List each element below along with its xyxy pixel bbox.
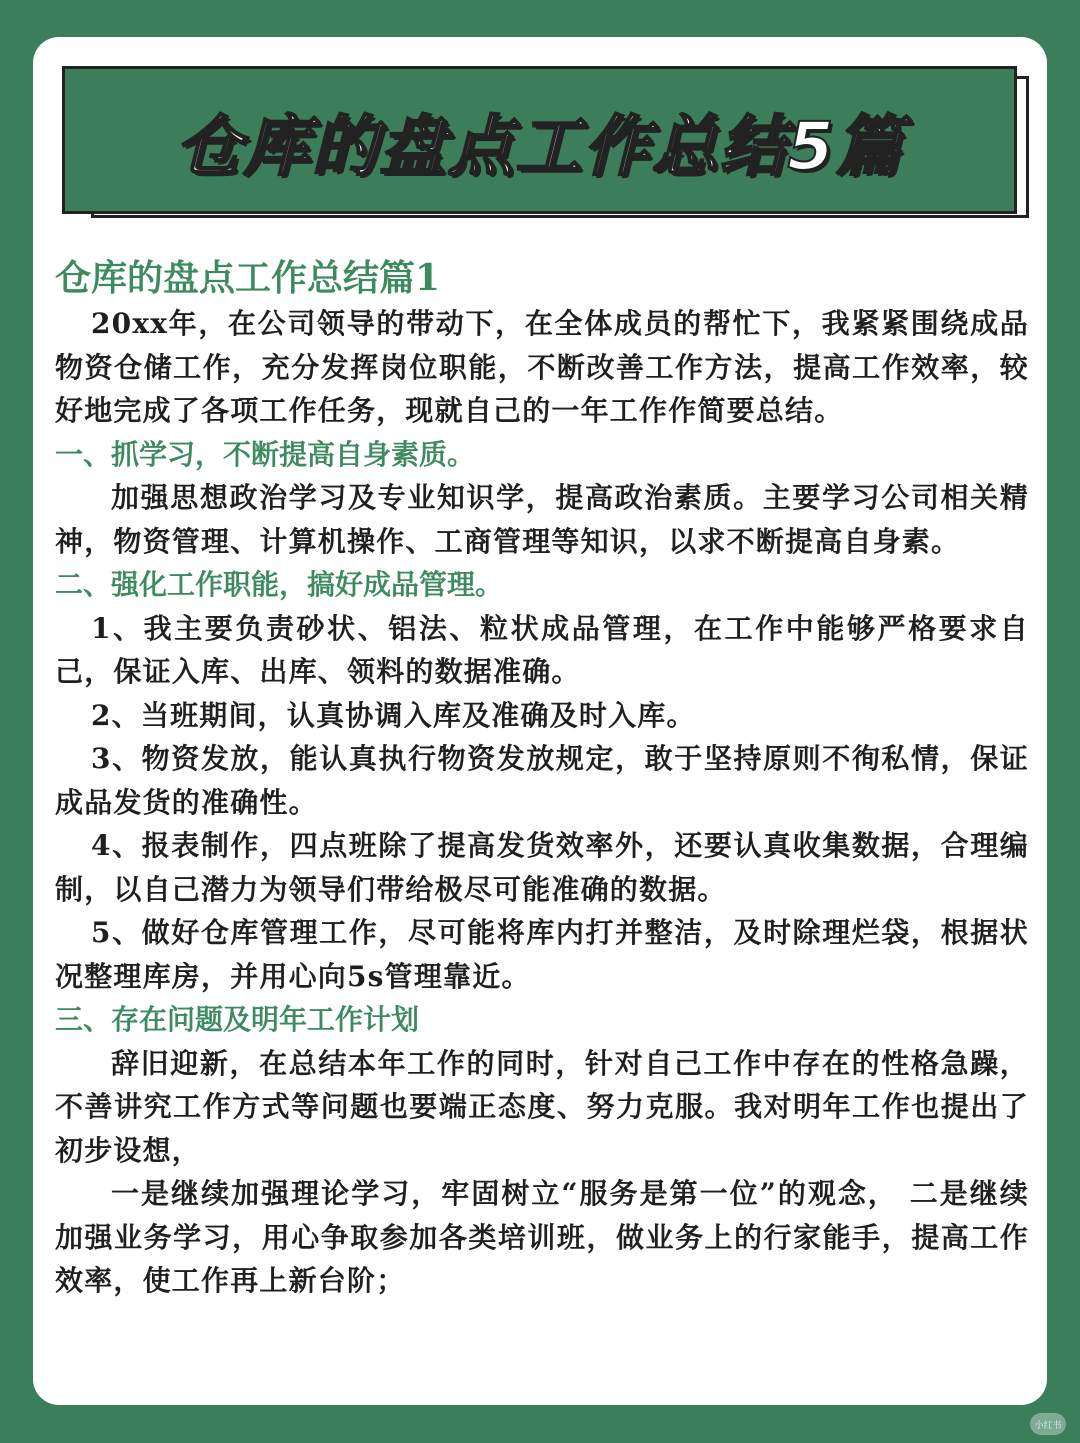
article-heading: 仓库的盘点工作总结篇1	[55, 257, 441, 299]
section-3-paragraph-2: 一是继续加强理论学习，牢固树立“服务是第一位”的观念， 二是继续加强业务学习，用心争取参加各类培训班，做业务上的行家能手，提高工作效率，使工作再上新台阶；	[55, 1177, 1029, 1297]
section-2-item-5: 5、做好仓库管理工作，尽可能将库内打并整洁，及时除理烂袋，根据状况整理库房，并用心向5s管理靠近。	[55, 916, 1029, 993]
section-2-item-4: 4、报表制作，四点班除了提高发货效率外，还要认真收集数据，合理编制，以自己潜力为领导们带给极尽可能准确的数据。	[55, 829, 1029, 906]
section-3-title: 三、存在问题及明年工作计划	[55, 1003, 420, 1036]
page-title: 仓库的盘点工作总结5篇	[175, 107, 904, 185]
intro-paragraph: 20xx年，在公司领导的带动下，在全体成员的帮忙下，我紧紧围绕成品物资仓储工作，充分发挥岗位职能，不断改善工作方法，提高工作效率，较好地完成了各项工作任务，现就自己的一年工作作简要总结。	[55, 307, 1029, 427]
section-2-title: 二、强化工作职能，搞好成品管理。	[55, 568, 504, 601]
section-1-paragraph: 加强思想政治学习及专业知识学，提高政治素质。主要学习公司相关精神，物资管理、计算机操作、工商管理等知识，以求不断提高自身素。	[55, 481, 1029, 558]
section-2-item-3: 3、物资发放，能认真执行物资发放规定，敢于坚持原则不徇私情，保证成品发货的准确性。	[55, 742, 1029, 819]
section-2-item-1: 1、我主要负责砂状、铝法、粒状成品管理，在工作中能够严格要求自己，保证入库、出库、领料的数据准确。	[55, 611, 1029, 688]
section-1-title: 一、抓学习，不断提高自身素质。	[55, 437, 476, 471]
watermark-logo: 小红书	[1030, 1413, 1066, 1435]
article-body	[55, 256, 1029, 1303]
section-3-paragraph-1: 辞旧迎新，在总结本年工作的同时，针对自己工作中存在的性格急躁，不善讲究工作方式等问题也要端正态度、努力克服。我对明年工作也提出了初步设想，	[55, 1046, 1029, 1167]
section-2-item-2: 2、当班期间，认真协调入库及准确及时入库。	[91, 698, 696, 732]
